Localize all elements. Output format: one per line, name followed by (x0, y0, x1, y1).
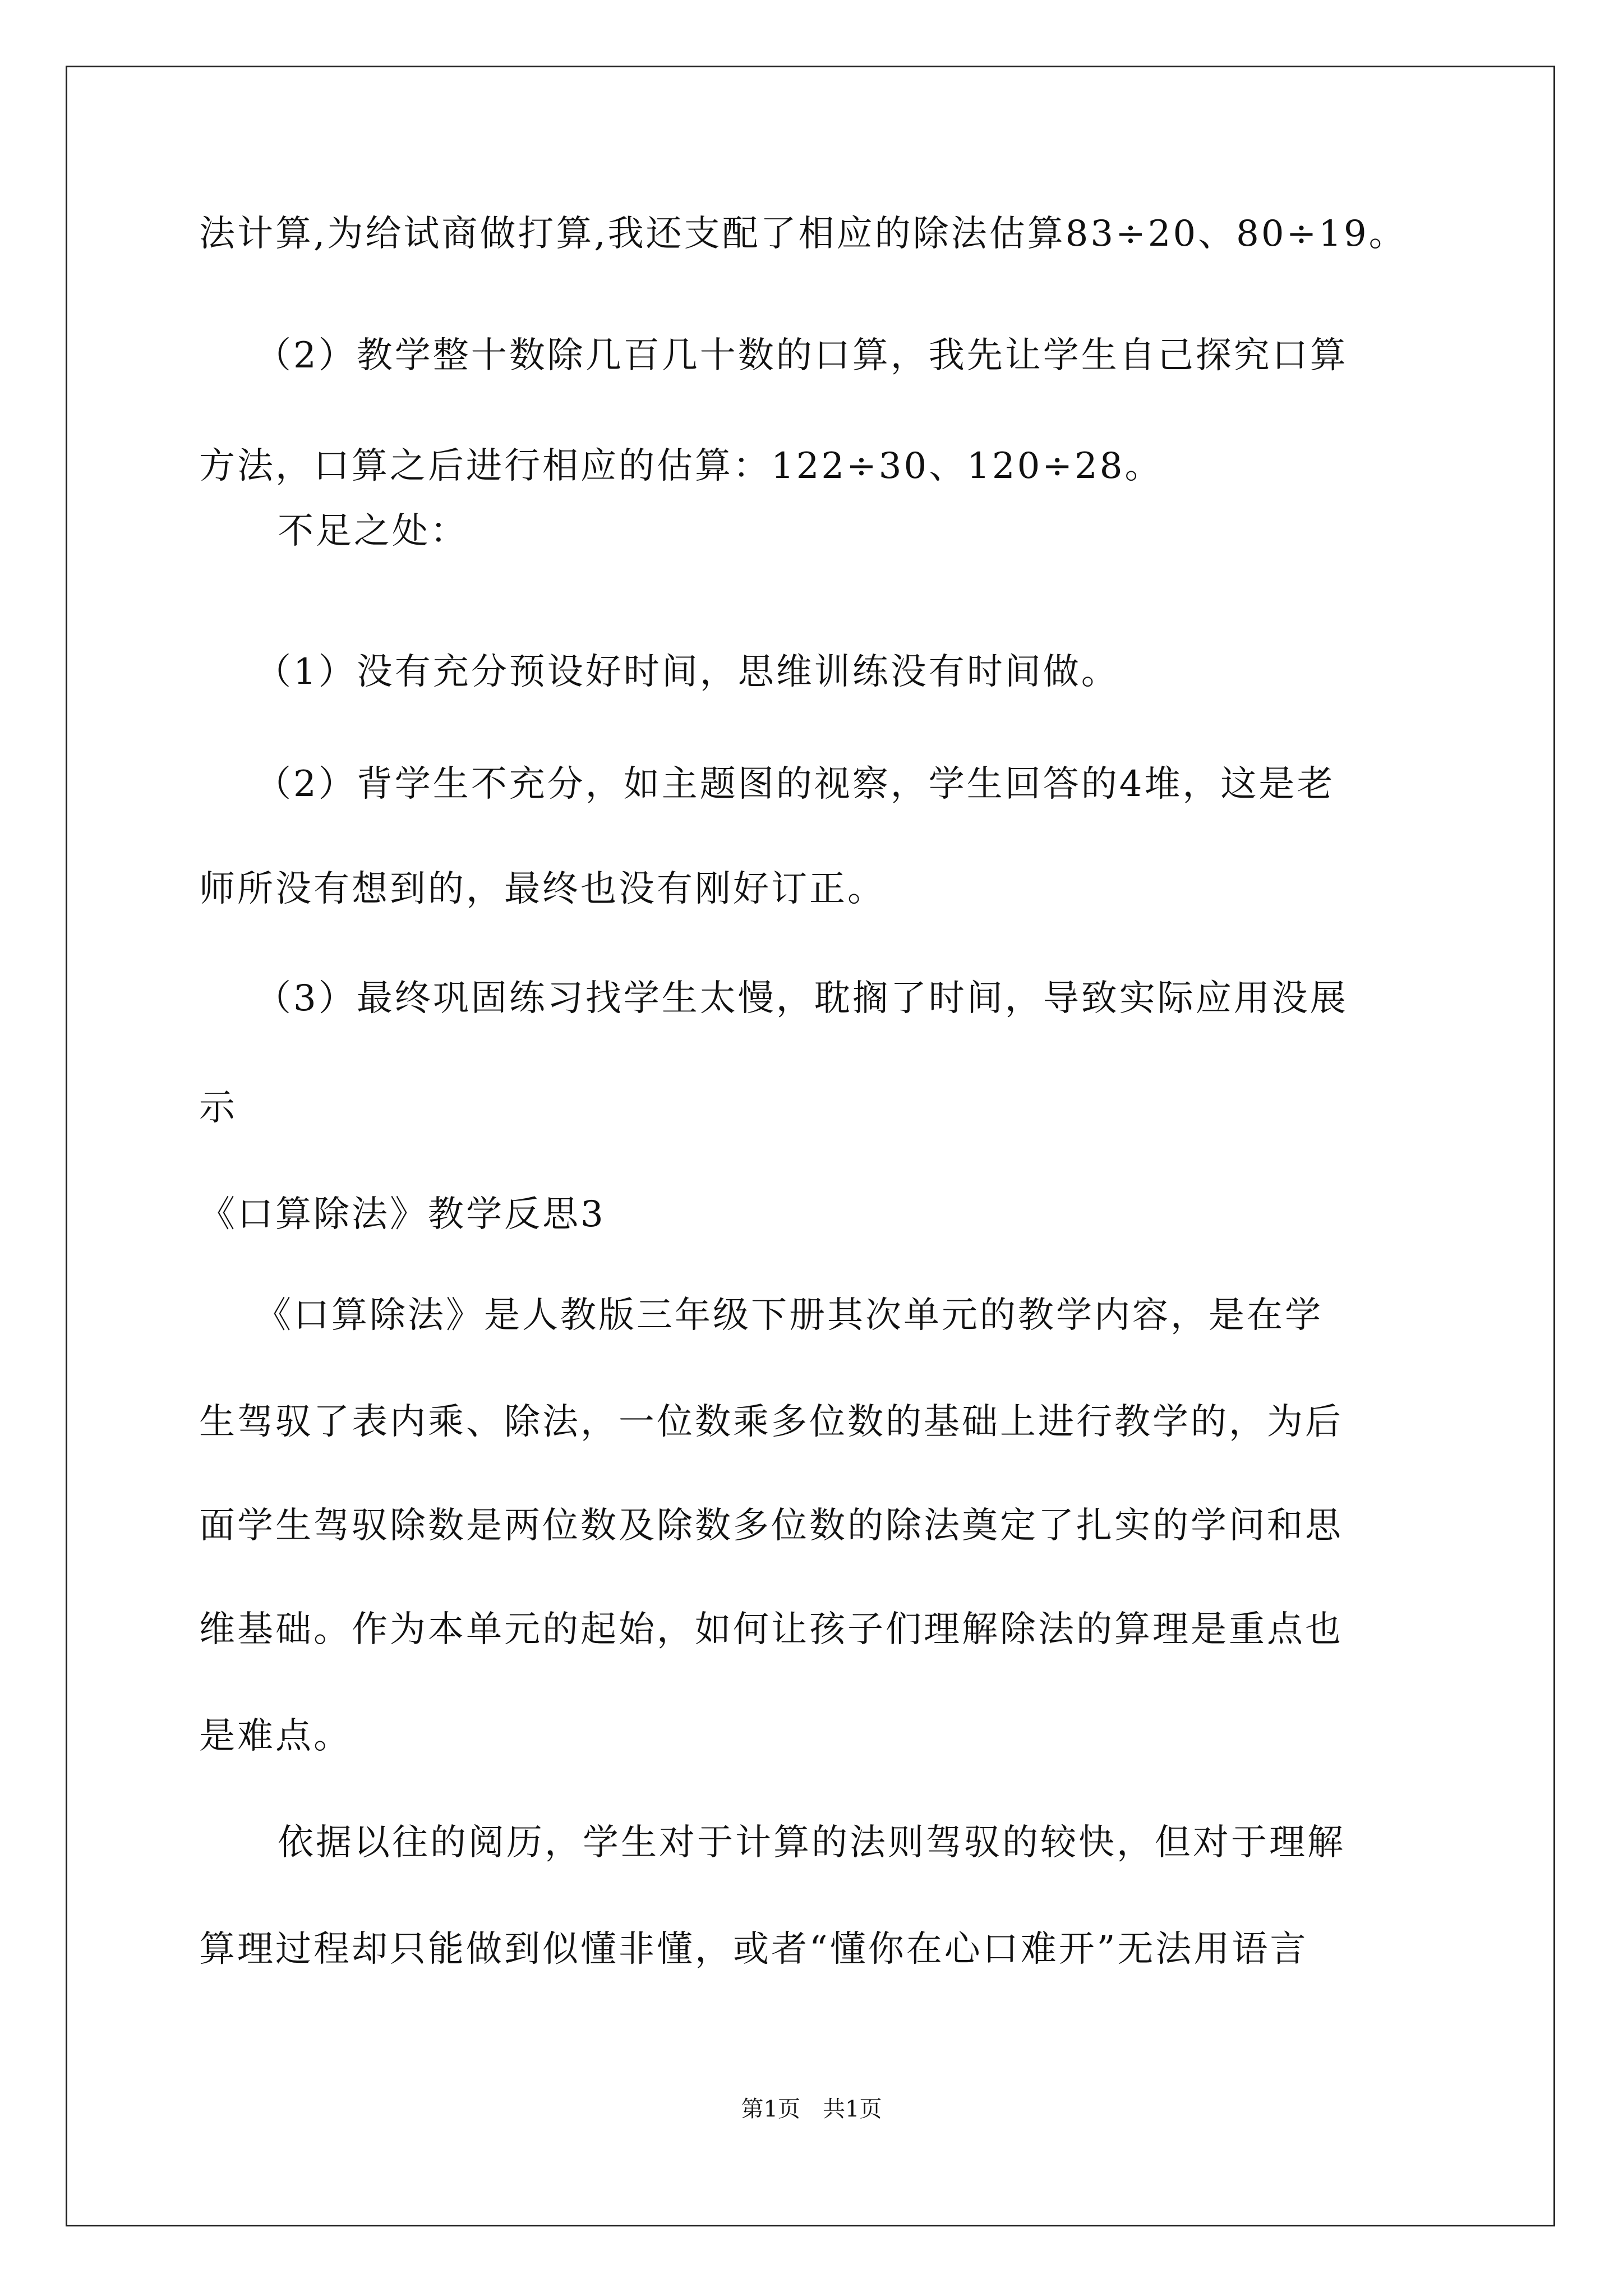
text-line: （1）没有充分预设好时间，思维训练没有时间做。 (255, 651, 1119, 693)
text-line: 方法，口算之后进行相应的估算：122÷30、120÷28。 (199, 445, 1163, 487)
text-line: 法计算,为给试商做打算,我还支配了相应的除法估算83÷20、80÷19。 (199, 213, 1407, 255)
text-line: 生驾驭了表内乘、除法，一位数乘多位数的基础上进行教学的，为后 (199, 1401, 1343, 1443)
text-line: 师所没有想到的，最终也没有刚好订正。 (199, 868, 886, 910)
text-line: 示 (199, 1087, 237, 1129)
page-footer: 第1页 共1页 (741, 2096, 882, 2122)
text-line: 算理过程却只能做到似懂非懂，或者“懂你在心口难开”无法用语言 (199, 1929, 1308, 1970)
section-heading: 不足之处： (278, 510, 468, 552)
document-title: 《口算除法》教学反思3 (199, 1194, 606, 1235)
page-border (66, 66, 1555, 2226)
text-line: 面学生驾驭除数是两位数及除数多位数的除法奠定了扎实的学问和思 (199, 1505, 1343, 1547)
text-line: 维基础。作为本单元的起始，如何让孩子们理解除法的算理是重点也 (199, 1609, 1343, 1650)
text-line: 是难点。 (199, 1715, 352, 1757)
text-line: （2）教学整十数除几百几十数的口算，我先让学生自己探究口算 (255, 335, 1348, 376)
text-line: 《口算除法》是人教版三年级下册其次单元的教学内容，是在学 (255, 1295, 1323, 1336)
text-line: （3）最终巩固练习找学生太慢，耽搁了时间，导致实际应用没展 (255, 978, 1348, 1019)
text-line: （2）背学生不充分，如主题图的视察，学生回答的4堆，这是老 (255, 763, 1335, 805)
text-line: 依据以往的阅历，学生对于计算的法则驾驭的较快，但对于理解 (278, 1822, 1345, 1864)
